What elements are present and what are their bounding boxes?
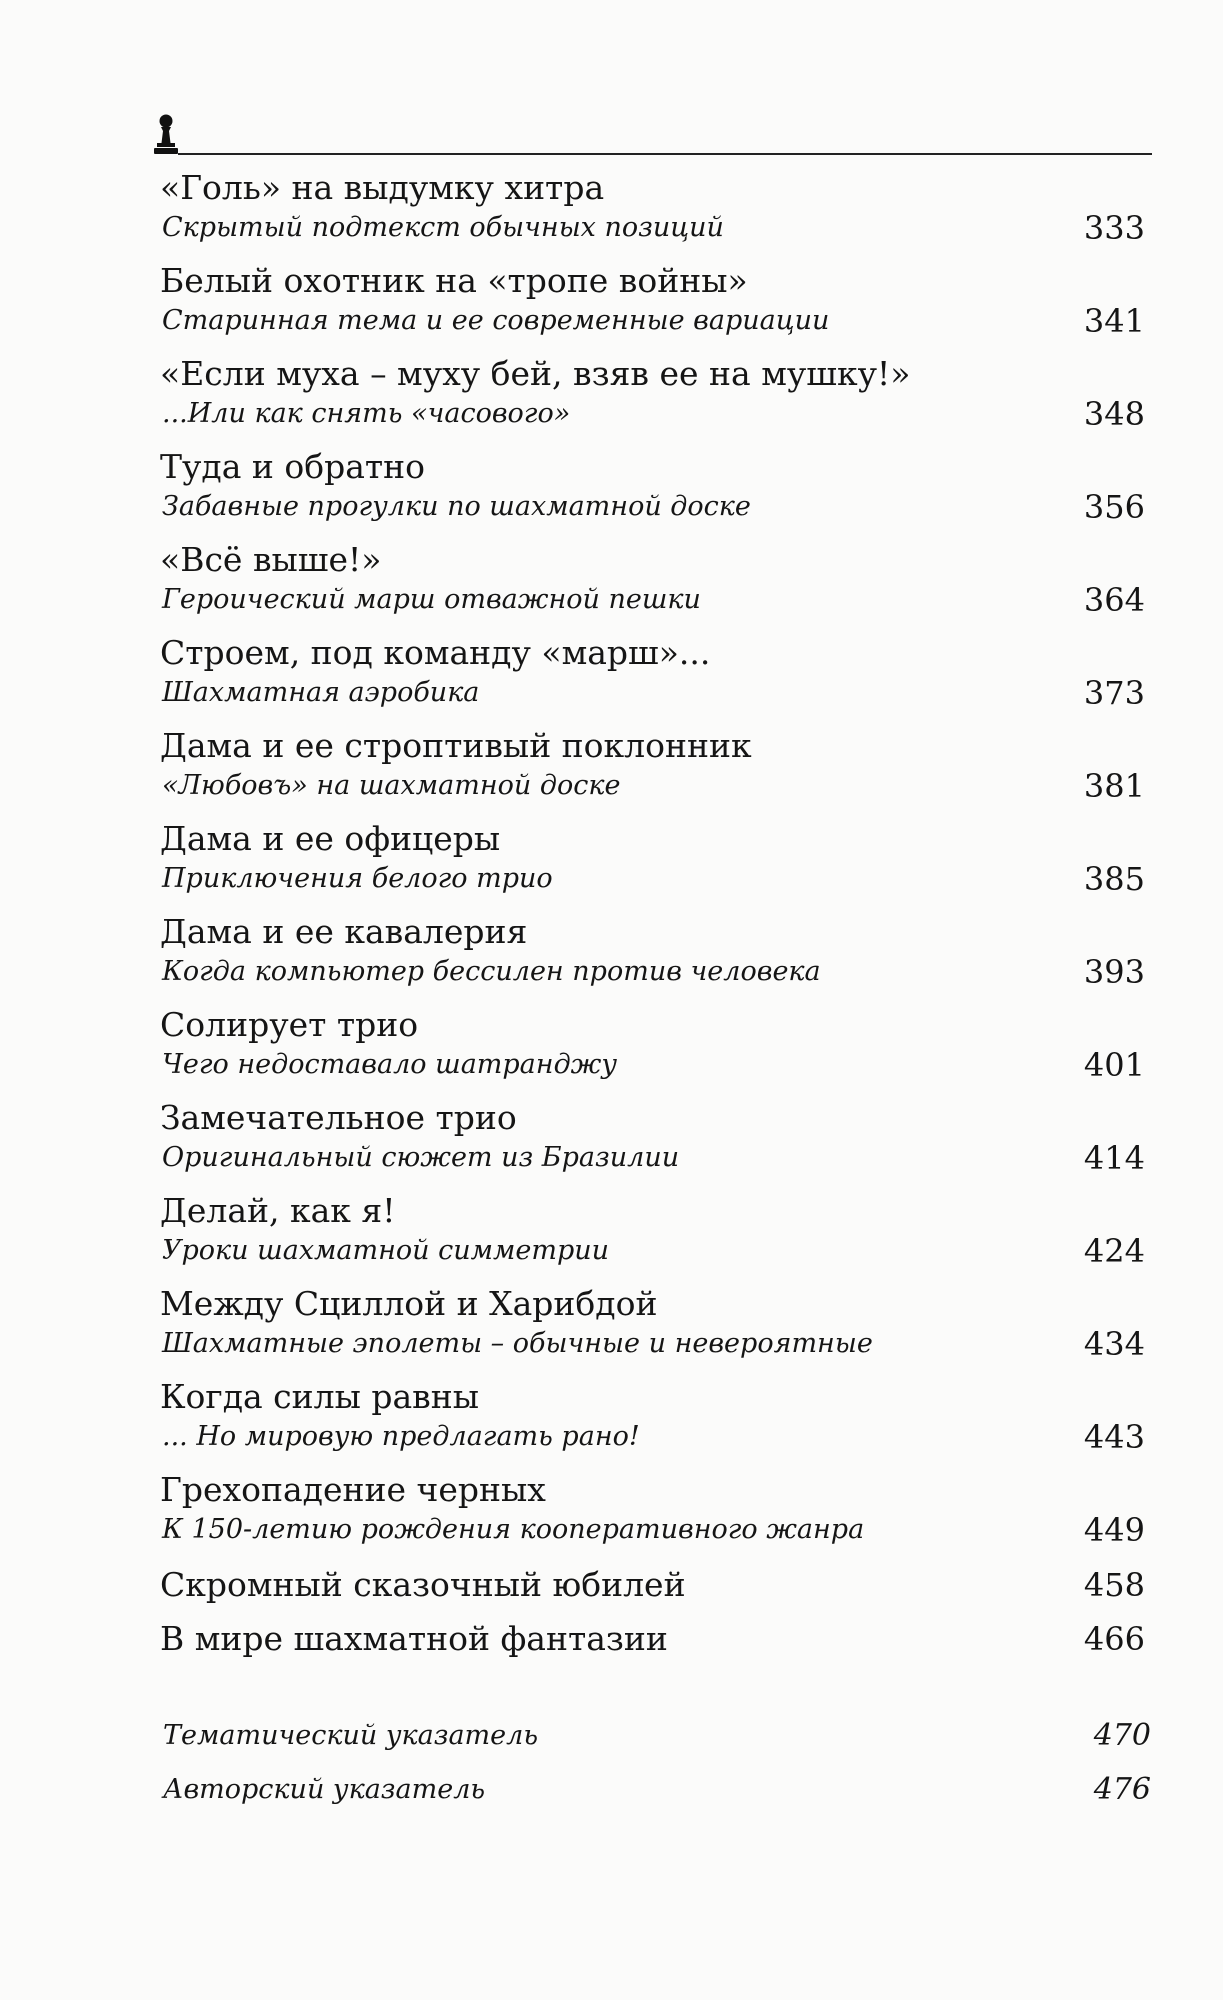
toc-entry (160, 1096, 1145, 1189)
entry-title: «Голь» на выдумку хитра (160, 168, 605, 207)
entry-title: Дама и ее строптивый поклонник (160, 726, 752, 765)
toc-entry (160, 538, 1145, 631)
entry-subtitle: Приключения белого трио (162, 863, 553, 894)
entry-title: Замечательное трио (160, 1098, 517, 1137)
index-entry (163, 1766, 1151, 1820)
entry-subtitle: ...Или как снять «часового» (162, 398, 571, 429)
toc-entry (160, 259, 1145, 352)
toc-entry (160, 1003, 1145, 1096)
entry-subtitle: ... Но мировую предлагать рано! (162, 1421, 640, 1452)
entry-title: Когда силы равны (160, 1377, 480, 1416)
entry-title: Туда и обратно (160, 447, 426, 486)
entry-subtitle: Героический марш отважной пешки (162, 584, 701, 615)
toc-entry (160, 817, 1145, 910)
entry-subtitle: Старинная тема и ее современные вариации (162, 305, 830, 336)
toc-entry (160, 1468, 1145, 1561)
toc-entry (160, 910, 1145, 1003)
entry-page-number: 401 (1083, 1046, 1145, 1084)
entry-title: Строем, под команду «марш»... (160, 633, 711, 672)
entry-page-number: 458 (1083, 1566, 1145, 1604)
entry-title: «Если муха – муху бей, взяв ее на мушку!» (160, 354, 911, 393)
entry-page-number: 341 (1083, 302, 1145, 340)
entry-subtitle: Шахматные эполеты – обычные и невероятные (162, 1328, 873, 1359)
toc-entry (160, 1375, 1145, 1468)
entry-subtitle: «Любовъ» на шахматной доске (162, 770, 621, 801)
toc-entry (160, 1282, 1145, 1375)
entry-title: В мире шахматной фантазии (160, 1619, 668, 1658)
entry-title: Белый охотник на «тропе войны» (160, 261, 748, 300)
page-header (152, 112, 1152, 160)
index-page-number: 470 (1093, 1718, 1151, 1753)
entry-title: Делай, как я! (160, 1191, 396, 1230)
entry-page-number: 385 (1083, 860, 1145, 898)
entry-subtitle: Скрытый подтекст обычных позиций (162, 212, 724, 243)
entry-page-number: 434 (1083, 1325, 1145, 1363)
entry-subtitle: Шахматная аэробика (162, 677, 480, 708)
toc-entry (160, 1189, 1145, 1282)
index-title: Авторский указатель (163, 1774, 486, 1805)
toc-entry (160, 352, 1145, 445)
table-of-contents (160, 166, 1145, 1669)
entry-page-number: 393 (1083, 953, 1145, 991)
entry-title: Дама и ее офицеры (160, 819, 501, 858)
entry-subtitle: Оригинальный сюжет из Бразилии (162, 1142, 680, 1173)
entry-title: Между Сциллой и Харибдой (160, 1284, 658, 1323)
entry-page-number: 414 (1083, 1139, 1145, 1177)
index-list (163, 1712, 1151, 1820)
entry-page-number: 466 (1083, 1620, 1145, 1658)
index-page-number: 476 (1093, 1772, 1151, 1807)
entry-title: Дама и ее кавалерия (160, 912, 528, 951)
entry-title: «Всё выше!» (160, 540, 382, 579)
entry-subtitle: Когда компьютер бессилен против человека (162, 956, 821, 987)
toc-entry (160, 631, 1145, 724)
index-entry (163, 1712, 1151, 1766)
entry-title: Скромный сказочный юбилей (160, 1565, 686, 1604)
entry-page-number: 381 (1083, 767, 1145, 805)
entry-page-number: 449 (1083, 1511, 1145, 1549)
toc-entry (160, 724, 1145, 817)
toc-entry (160, 445, 1145, 538)
entry-page-number: 424 (1083, 1232, 1145, 1270)
entry-page-number: 348 (1083, 395, 1145, 433)
entry-subtitle: Забавные прогулки по шахматной доске (162, 491, 751, 522)
entry-page-number: 333 (1083, 209, 1145, 247)
entry-subtitle: Чего недоставало шатранджу (162, 1049, 618, 1080)
entry-title: Грехопадение черных (160, 1470, 546, 1509)
toc-entry (160, 1561, 1145, 1615)
toc-entry (160, 1615, 1145, 1669)
entry-subtitle: К 150-летию рождения кооперативного жанра (162, 1514, 865, 1545)
toc-entry (160, 166, 1145, 259)
entry-subtitle: Уроки шахматной симметрии (162, 1235, 610, 1266)
pawn-icon (152, 112, 180, 156)
entry-page-number: 356 (1083, 488, 1145, 526)
index-title: Тематический указатель (163, 1720, 539, 1751)
header-rule (178, 153, 1152, 155)
entry-page-number: 443 (1083, 1418, 1145, 1456)
entry-title: Солирует трио (160, 1005, 419, 1044)
entry-page-number: 373 (1083, 674, 1145, 712)
entry-page-number: 364 (1083, 581, 1145, 619)
